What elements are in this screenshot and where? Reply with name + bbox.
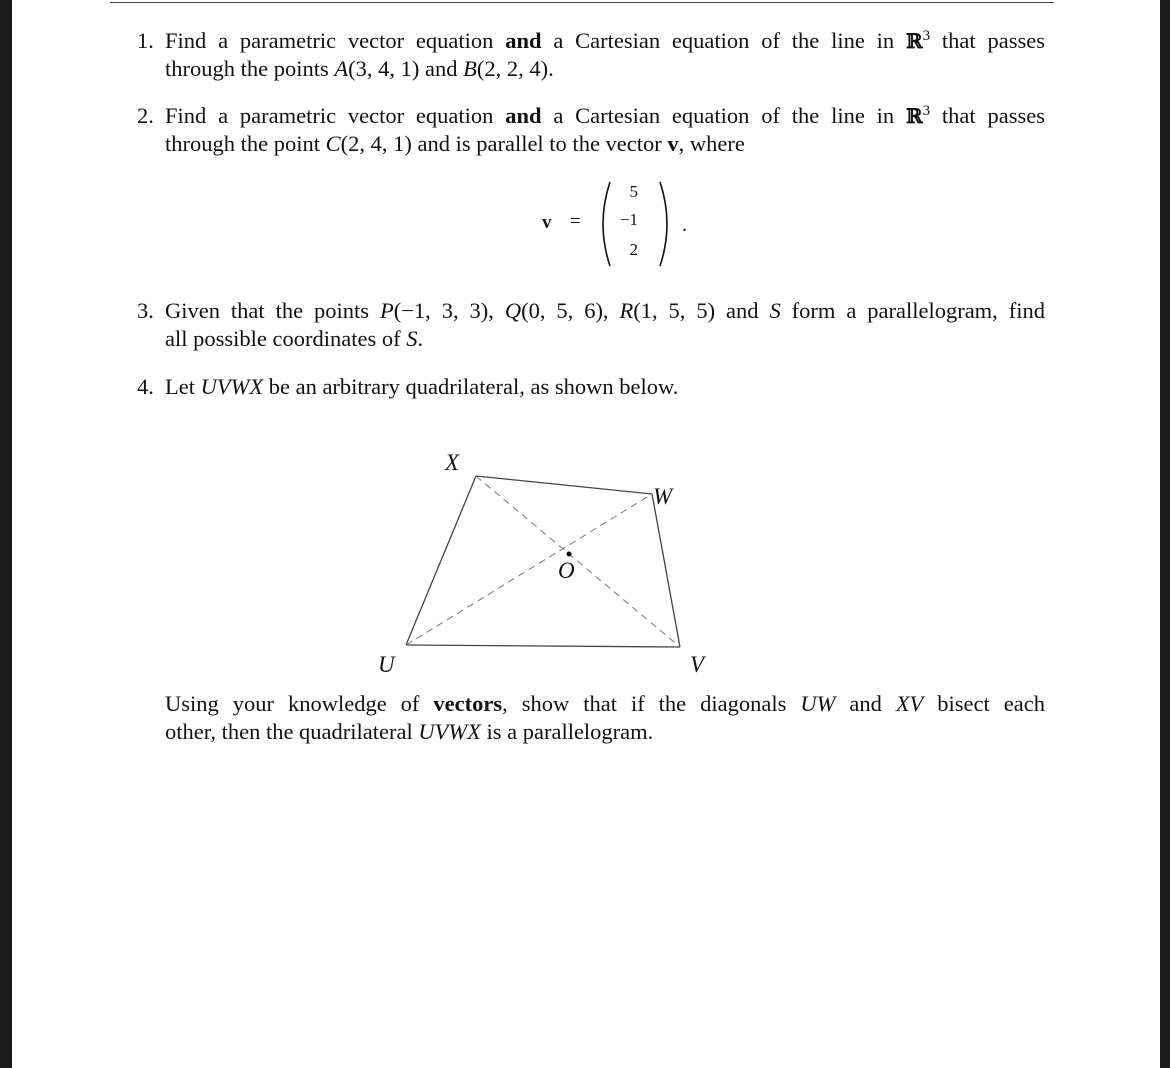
problem-1-line-2: through the points A(3, 4, 1) and B(2, 2, 4). (165, 56, 554, 81)
vector-label: v (542, 212, 552, 233)
diagonal-UW (406, 494, 652, 645)
followup-line-1: Using your knowledge of vectors, show that if the diagonals UW and XV bisect each (165, 691, 1045, 716)
quadrilateral-edges (406, 476, 680, 647)
followup-line-2: other, then the quadrilateral UVWX is a parallelogram. (165, 719, 654, 744)
point-O (567, 552, 572, 557)
problem-4-line-1: Let UVWX be an arbitrary quadrilateral, as shown below. (165, 374, 679, 399)
vector-component-2: −1 (619, 210, 638, 229)
vector-component-3: 2 (629, 240, 638, 259)
edge-XU (406, 476, 476, 645)
problem-3-line-2: all possible coordinates of S. (165, 326, 424, 351)
label-U: U (378, 652, 395, 677)
label-X: X (445, 450, 460, 475)
edge-WX (476, 476, 652, 494)
label-W: W (653, 484, 673, 509)
problem-number: 4. (137, 374, 154, 399)
quadrilateral-diagram (12, 0, 1160, 1068)
vector-component-1: 5 (629, 182, 638, 201)
label-O: O (558, 558, 575, 583)
edge-VW (652, 494, 680, 647)
problem-number: 2. (137, 103, 154, 128)
problem-number: 3. (137, 298, 154, 323)
diagonals (406, 476, 680, 647)
edge-UV (406, 645, 680, 647)
vector-period: . (682, 214, 687, 236)
problem-1-line-1: Find a parametric vector equation and a Cartesian equation of the line in ℝ$^3$ that passes (165, 28, 1045, 53)
worksheet-page (12, 0, 1160, 1068)
diagonal-XV (476, 476, 680, 647)
problem-3-line-1: Given that the points P(−1, 3, 3), Q(0, 5, 6), R(1, 5, 5) and S form a parallelogram, find (165, 298, 1045, 323)
label-V: V (690, 652, 705, 677)
problem-2-line-1: Find a parametric vector equation and a Cartesian equation of the line in ℝ$^3$ that passes (165, 103, 1045, 128)
problem-number: 1. (137, 28, 154, 53)
problem-2-line-2: through the point C(2, 4, 1) and is parallel to the vector v, where (165, 131, 745, 156)
equals-sign: = (570, 211, 581, 232)
